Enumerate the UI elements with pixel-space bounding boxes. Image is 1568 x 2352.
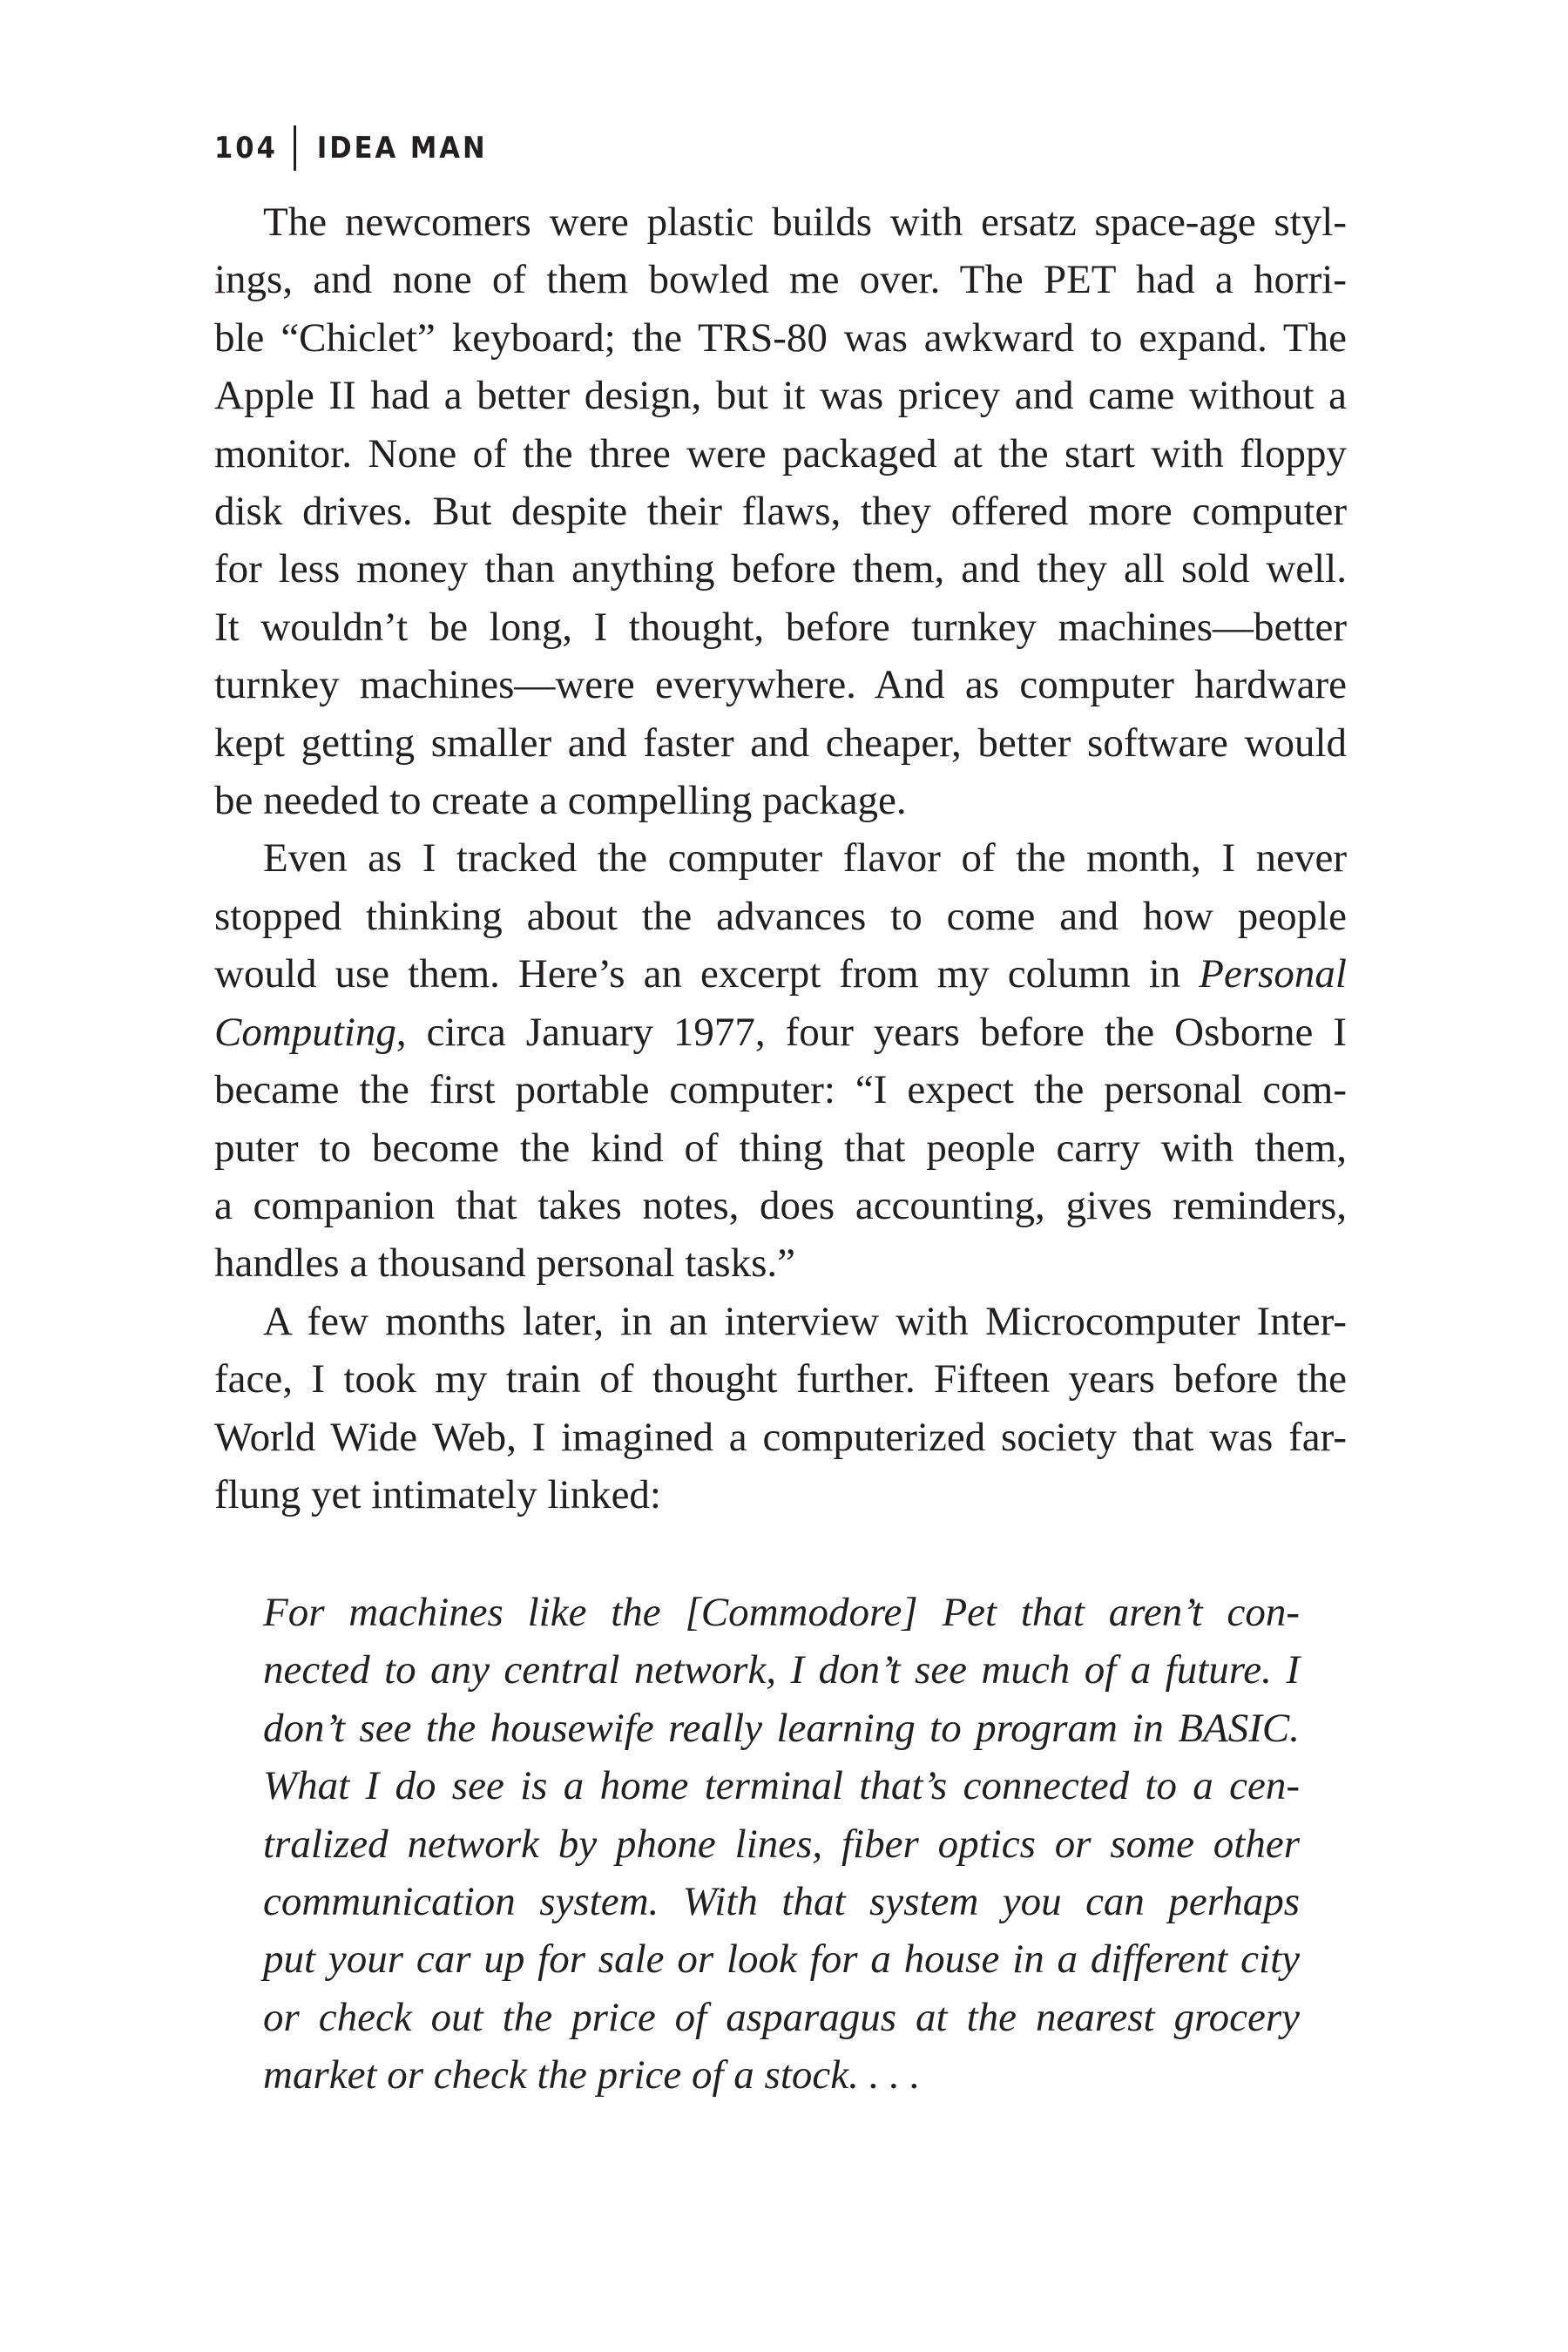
text-line: kept getting smaller and faster and cheaper, better software would: [214, 720, 1347, 766]
header-divider: [294, 125, 296, 171]
paragraph-1: [214, 193, 1347, 829]
text-line: face, I took my train of thought further. Fifteen years before the: [214, 1356, 1347, 1402]
paragraph-2: [214, 829, 1347, 1292]
quote-line: What I do see is a home terminal that’s connected to a cen-: [263, 1763, 1300, 1809]
text-line: Apple II had a better design, but it was pricey and came without a: [214, 373, 1347, 419]
text-line: stopped thinking about the advances to come and how people: [214, 893, 1347, 939]
text-line: World Wide Web, I imagined a computerized society that was far-: [214, 1414, 1347, 1460]
text-line: handles a thousand personal tasks.”: [214, 1240, 795, 1287]
block-quote: [263, 1584, 1300, 2105]
quote-line: don’t see the housewife really learning to program in BASIC.: [263, 1705, 1300, 1751]
running-head: [214, 129, 488, 167]
text-line: a companion that takes notes, does accounting, gives reminders,: [214, 1182, 1347, 1228]
text-line: disk drives. But despite their flaws, they offered more computer: [214, 489, 1347, 535]
text-line: monitor. None of the three were packaged at the start with floppy: [214, 430, 1347, 476]
book-title: IDEA MAN: [316, 131, 488, 166]
body-text: [214, 193, 1347, 1524]
text-line: ble “Chiclet” keyboard; the TRS-80 was awkward to expand. The: [214, 314, 1347, 361]
text-line: The newcomers were plastic builds with ersatz space-age styl-: [263, 199, 1347, 245]
text-line: became the first portable computer: “I expect the personal com-: [214, 1067, 1347, 1113]
paragraph-3: [214, 1293, 1347, 1524]
quote-line: put your car up for sale or look for a house in a different city: [263, 1936, 1300, 1983]
text-line: Even as I tracked the computer flavor of the month, I never: [263, 835, 1347, 882]
quote-line: or check out the price of asparagus at the nearest grocery: [263, 1994, 1300, 2040]
italic-title: Computing: [214, 1009, 396, 1055]
text-line: turnkey machines—were everywhere. And as computer hardware: [214, 662, 1347, 708]
text-line: flung yet intimately linked:: [214, 1471, 661, 1517]
quote-line: communication system. With that system you can perhaps: [263, 1879, 1300, 1925]
quote-line: nected to any central network, I don’t see much of a future. I: [263, 1647, 1300, 1693]
text-line: be needed to create a compelling package.: [214, 778, 907, 824]
text-line: A few months later, in an interview with Microcomputer Inter-: [263, 1298, 1347, 1344]
italic-title: Personal: [1199, 951, 1347, 997]
text-line: would use them. Here’s an excerpt from my column in Personal: [214, 951, 1347, 997]
text-line: ings, and none of them bowled me over. The PET had a horri-: [214, 257, 1347, 303]
quote-line: tralized network by phone lines, fiber optics or some other: [263, 1821, 1300, 1867]
page-number: 104: [214, 131, 278, 166]
quote-line: market or check the price of a stock. . . .: [263, 2052, 921, 2099]
text-line: It wouldn’t be long, I thought, before turnkey machines—better: [214, 604, 1347, 650]
text-line: Computing, circa January 1977, four years before the Osborne I: [214, 1009, 1347, 1055]
text-line: for less money than anything before them, and they all sold well.: [214, 546, 1347, 592]
quote-line: For machines like the [Commodore] Pet that aren’t con-: [263, 1590, 1300, 1635]
text-line: puter to become the kind of thing that people carry with them,: [214, 1125, 1347, 1171]
